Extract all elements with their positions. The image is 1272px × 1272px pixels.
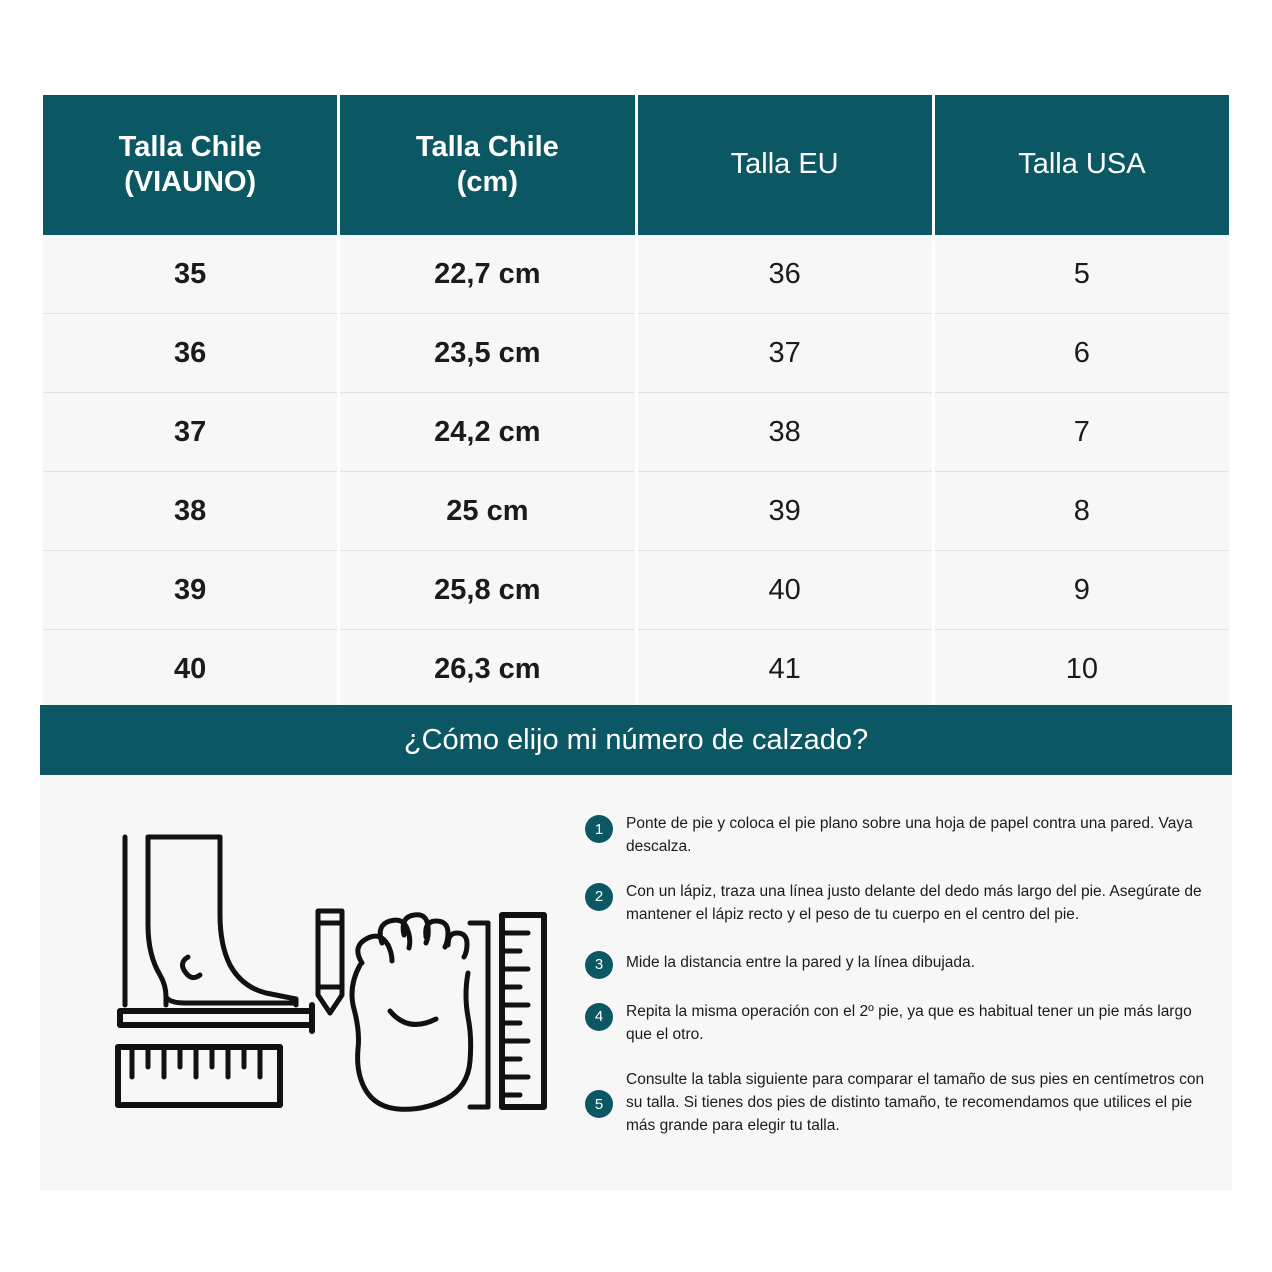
step-number-badge: 3	[585, 951, 613, 979]
step-text: Mide la distancia entre la pared y la línea dibujada.	[626, 954, 975, 972]
column-header-talla-chile-cm	[340, 95, 634, 235]
step-item	[585, 813, 1210, 859]
step-number-badge: 4	[585, 1003, 613, 1031]
step-number-badge: 1	[585, 815, 613, 843]
toe-5	[448, 933, 467, 957]
step-item	[585, 949, 1210, 979]
column-header-talla-chile-viauno	[43, 95, 337, 235]
cell-eu: 39	[638, 472, 932, 551]
step-text: Consulte la tabla siguiente para comparar el tamaño de sus pies en centímetros con su talla. Si tienes dos pies de distinto tamaño, te recomendamos que utilices el pie más grande para elegir tu talla.	[626, 1070, 1205, 1134]
table-row	[43, 235, 1229, 314]
cell-chile: 40	[43, 630, 337, 709]
size-table-container	[40, 95, 1232, 709]
cell-usa: 8	[935, 472, 1229, 551]
cell-chile: 37	[43, 393, 337, 472]
column-header-line1: Talla USA	[1018, 148, 1146, 181]
cell-chile: 38	[43, 472, 337, 551]
column-header-line1: Talla Chile	[415, 130, 559, 163]
cell-eu: 40	[638, 551, 932, 630]
step-number-badge: 5	[585, 1090, 613, 1118]
column-header-line1: Talla EU	[730, 148, 839, 181]
cell-cm: 22,7 cm	[340, 235, 634, 314]
column-header-talla-usa	[935, 95, 1229, 235]
step-text: Repita la misma operación con el 2º pie, ya que es habitual tener un pie más largo que el otro.	[626, 1002, 1192, 1043]
table-row	[43, 393, 1229, 472]
cell-chile: 39	[43, 551, 337, 630]
step-text: Ponte de pie y coloca el pie plano sobre una hoja de papel contra una pared. Vaya descalza.	[626, 815, 1193, 855]
instructions-panel	[40, 775, 1232, 1190]
cell-eu: 41	[638, 630, 932, 709]
step-item	[585, 1069, 1210, 1138]
measurement-illustration	[70, 815, 550, 1135]
steps-list	[585, 813, 1210, 1137]
step-text: Con un lápiz, traza una línea justo delante del dedo más largo del pie. Asegúrate de mantener el lápiz recto y el peso de tu cuerpo en el centro del pie.	[626, 882, 1202, 923]
toe-1	[358, 936, 392, 963]
table-row	[43, 551, 1229, 630]
column-header-talla-eu	[638, 95, 932, 235]
cell-cm: 23,5 cm	[340, 314, 634, 393]
cell-usa: 6	[935, 314, 1229, 393]
cell-cm: 24,2 cm	[340, 393, 634, 472]
banner-title: ¿Cómo elijo mi número de calzado?	[403, 723, 869, 756]
foot-measure-diagram	[70, 815, 550, 1135]
cell-eu: 38	[638, 393, 932, 472]
step-item	[585, 881, 1210, 927]
cell-cm: 26,3 cm	[340, 630, 634, 709]
table-row	[43, 630, 1229, 709]
step-number-badge: 2	[585, 883, 613, 911]
cell-usa: 5	[935, 235, 1229, 314]
cell-usa: 7	[935, 393, 1229, 472]
table-row	[43, 472, 1229, 551]
column-header-line2: (VIAUNO)	[124, 166, 257, 198]
how-to-choose-banner	[40, 705, 1232, 775]
cell-eu: 36	[638, 235, 932, 314]
cell-cm: 25,8 cm	[340, 551, 634, 630]
column-header-line2: (cm)	[456, 166, 518, 198]
table-header-row	[43, 95, 1229, 235]
step-item	[585, 1001, 1210, 1047]
table-row	[43, 314, 1229, 393]
size-conversion-table	[40, 95, 1232, 709]
cell-cm: 25 cm	[340, 472, 634, 551]
cell-usa: 10	[935, 630, 1229, 709]
table-body	[43, 235, 1229, 709]
cell-chile: 35	[43, 235, 337, 314]
table-header	[43, 95, 1229, 235]
cell-usa: 9	[935, 551, 1229, 630]
cell-chile: 36	[43, 314, 337, 393]
cell-eu: 37	[638, 314, 932, 393]
column-header-line1: Talla Chile	[118, 130, 262, 163]
